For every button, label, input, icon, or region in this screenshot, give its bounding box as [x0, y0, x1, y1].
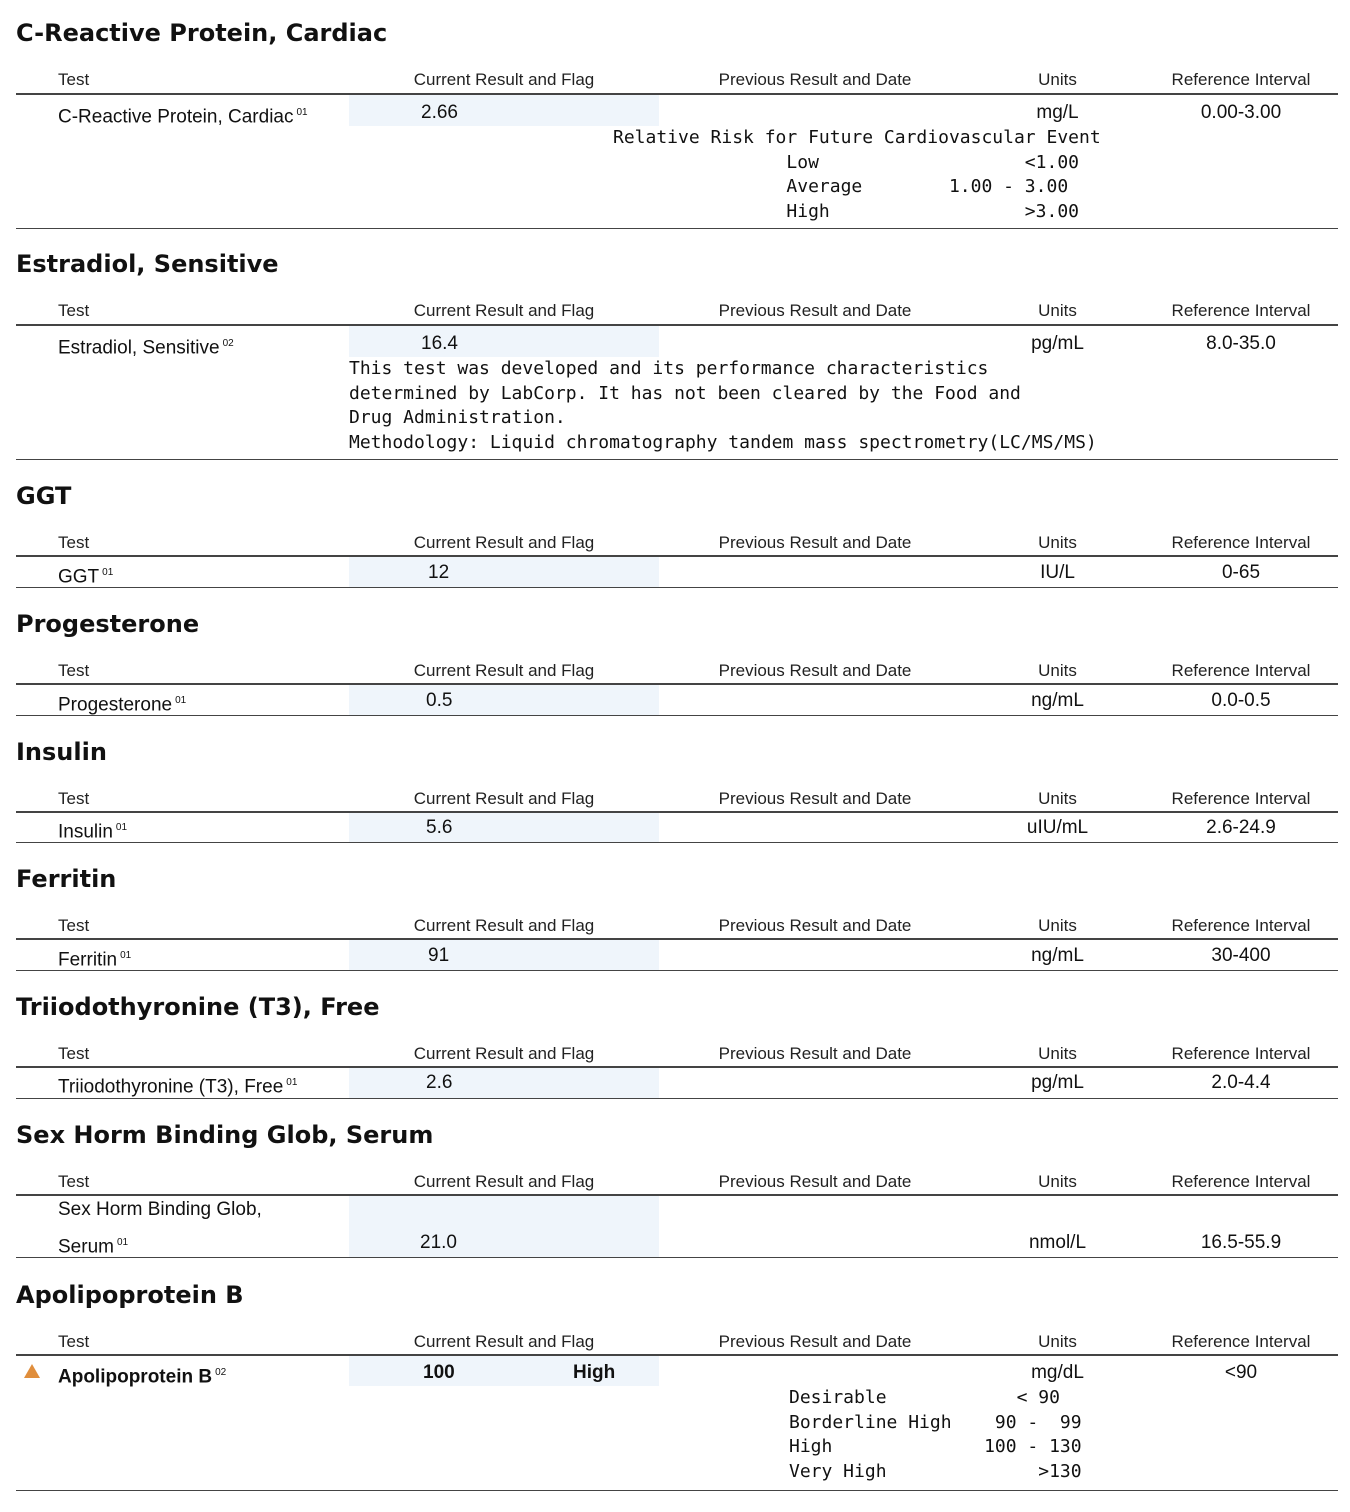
column-header-row — [16, 1328, 1338, 1356]
column-header-row — [16, 297, 1338, 325]
col-current: Current Result and Flag — [413, 1044, 595, 1063]
reference-value: 2.6-24.9 — [1206, 817, 1276, 838]
col-test: Test — [58, 916, 90, 935]
result-comment: Relative Risk for Future Cardiovascular Event Low <1.00 Average 1.00 - 3.00 High >3.00 — [613, 127, 1101, 222]
col-reference: Reference Interval — [1171, 70, 1311, 89]
col-units: Units — [1038, 70, 1077, 89]
col-test: Test — [58, 661, 90, 680]
col-reference: Reference Interval — [1171, 1332, 1311, 1351]
result-cell-bg — [349, 95, 659, 126]
header-divider — [16, 324, 1338, 326]
col-test: Test — [58, 533, 90, 552]
units-value: nmol/L — [1028, 1232, 1087, 1253]
result-value: 16.4 — [421, 333, 458, 354]
column-header-row — [16, 785, 1338, 813]
col-units: Units — [1038, 533, 1077, 552]
test-name: Apolipoprotein B $^{02}$ — [58, 1366, 227, 1388]
col-units: Units — [1038, 301, 1077, 320]
test-name: GGT $^{01}$ — [58, 566, 114, 588]
result-value: 5.6 — [426, 817, 453, 838]
column-header-row — [16, 1040, 1338, 1068]
column-header-row — [16, 1168, 1338, 1196]
test-name: Progesterone $^{01}$ — [58, 694, 187, 716]
result-value: 21.0 — [420, 1232, 457, 1253]
row-divider — [16, 970, 1338, 971]
units-value: mg/dL — [1031, 1362, 1084, 1383]
col-units: Units — [1038, 916, 1077, 935]
test-name: Triiodothyronine (T3), Free $^{01}$ — [58, 1076, 298, 1098]
reference-value: 0-65 — [1221, 562, 1261, 583]
col-units: Units — [1038, 661, 1077, 680]
col-reference: Reference Interval — [1171, 789, 1311, 808]
result-value: 12 — [428, 562, 450, 583]
result-value: 0.5 — [426, 690, 453, 711]
row-divider — [16, 715, 1338, 716]
row-divider — [16, 1098, 1338, 1099]
section-title: Apolipoprotein B — [16, 1281, 244, 1309]
header-divider — [16, 1066, 1338, 1068]
reference-value: 16.5-55.9 — [1200, 1232, 1282, 1253]
header-divider — [16, 938, 1338, 940]
result-comment: Desirable < 90 Borderline High 90 - 99 High 100 - 130 Very High >130 — [789, 1387, 1082, 1482]
col-units: Units — [1038, 789, 1077, 808]
col-units: Units — [1038, 1332, 1077, 1351]
units-value: ng/mL — [1031, 690, 1084, 711]
section-title: GGT — [16, 482, 72, 510]
col-previous: Previous Result and Date — [718, 533, 912, 552]
col-reference: Reference Interval — [1171, 301, 1311, 320]
result-cell-bg — [349, 1196, 659, 1257]
result-value: 91 — [428, 945, 450, 966]
col-reference: Reference Interval — [1171, 533, 1311, 552]
test-name-line1: Sex Horm Binding Glob, — [58, 1199, 262, 1220]
units-value: pg/mL — [1031, 333, 1084, 354]
result-comment: This test was developed and its performance characteristics determined by LabCorp. It has not been cleared by the Food and Drug Administration. Methodology: Liquid chromatography tandem mass spectrometry(LC/MS/MS) — [349, 358, 1097, 453]
section-title: Ferritin — [16, 865, 117, 893]
result-cell-bg — [349, 1068, 659, 1098]
reference-value: <90 — [1224, 1362, 1258, 1383]
section-title: Progesterone — [16, 610, 200, 638]
col-current: Current Result and Flag — [413, 70, 595, 89]
col-current: Current Result and Flag — [413, 1172, 595, 1191]
col-previous: Previous Result and Date — [718, 70, 912, 89]
col-units: Units — [1038, 1044, 1077, 1063]
section-title: Triiodothyronine (T3), Free — [16, 993, 380, 1021]
test-name: Ferritin $^{01}$ — [58, 949, 132, 971]
row-divider — [16, 842, 1338, 843]
header-divider — [16, 1194, 1338, 1196]
section-title: Sex Horm Binding Glob, Serum — [16, 1121, 434, 1149]
col-units: Units — [1038, 1172, 1077, 1191]
col-test: Test — [58, 1332, 90, 1351]
header-divider — [16, 555, 1338, 557]
row-divider — [16, 459, 1338, 460]
row-divider — [16, 1490, 1338, 1491]
reference-value: 0.00-3.00 — [1200, 102, 1282, 123]
col-reference: Reference Interval — [1171, 1044, 1311, 1063]
test-name: Insulin $^{01}$ — [58, 821, 128, 843]
result-value: 100 — [423, 1362, 455, 1383]
col-current: Current Result and Flag — [413, 789, 595, 808]
reference-value: 0.0-0.5 — [1211, 690, 1271, 711]
col-test: Test — [58, 301, 90, 320]
col-current: Current Result and Flag — [413, 533, 595, 552]
reference-value: 2.0-4.4 — [1211, 1072, 1271, 1093]
col-reference: Reference Interval — [1171, 916, 1311, 935]
header-divider — [16, 683, 1338, 685]
col-previous: Previous Result and Date — [718, 301, 912, 320]
result-value: 2.6 — [426, 1072, 453, 1093]
units-value: IU/L — [1040, 562, 1075, 583]
units-value: pg/mL — [1031, 1072, 1084, 1093]
header-divider — [16, 1354, 1338, 1356]
header-divider — [16, 811, 1338, 813]
test-name: C-Reactive Protein, Cardiac $^{01}$ — [58, 106, 308, 128]
col-test: Test — [58, 1172, 90, 1191]
section-title: Insulin — [16, 738, 107, 766]
result-cell-bg — [349, 557, 659, 587]
result-cell-bg — [349, 940, 659, 970]
units-value: uIU/mL — [1026, 817, 1089, 838]
test-name-line2: Serum $^{01}$ — [58, 1236, 129, 1258]
col-previous: Previous Result and Date — [718, 1172, 912, 1191]
col-current: Current Result and Flag — [413, 661, 595, 680]
col-current: Current Result and Flag — [413, 301, 595, 320]
row-divider — [16, 1257, 1338, 1258]
result-flag: High — [573, 1362, 616, 1383]
test-name: Estradiol, Sensitive $^{02}$ — [58, 337, 234, 359]
result-cell-bg — [349, 685, 659, 715]
warning-triangle-icon — [24, 1364, 40, 1378]
col-previous: Previous Result and Date — [718, 1332, 912, 1351]
section-title: C-Reactive Protein, Cardiac — [16, 19, 388, 47]
result-value: 2.66 — [421, 102, 458, 123]
section-title: Estradiol, Sensitive — [16, 250, 279, 278]
result-cell-bg — [349, 813, 659, 843]
column-header-row — [16, 912, 1338, 940]
column-header-row — [16, 66, 1338, 94]
col-current: Current Result and Flag — [413, 916, 595, 935]
result-cell-bg — [349, 326, 659, 357]
col-reference: Reference Interval — [1171, 661, 1311, 680]
reference-value: 30-400 — [1211, 945, 1271, 966]
reference-value: 8.0-35.0 — [1206, 333, 1276, 354]
col-previous: Previous Result and Date — [718, 789, 912, 808]
col-test: Test — [58, 70, 90, 89]
col-previous: Previous Result and Date — [718, 1044, 912, 1063]
col-previous: Previous Result and Date — [718, 661, 912, 680]
column-header-row — [16, 657, 1338, 685]
header-divider — [16, 93, 1338, 95]
col-reference: Reference Interval — [1171, 1172, 1311, 1191]
col-previous: Previous Result and Date — [718, 916, 912, 935]
row-divider — [16, 228, 1338, 229]
units-value: mg/L — [1036, 102, 1079, 123]
col-test: Test — [58, 789, 90, 808]
col-current: Current Result and Flag — [413, 1332, 595, 1351]
units-value: ng/mL — [1031, 945, 1084, 966]
col-test: Test — [58, 1044, 90, 1063]
row-divider — [16, 587, 1338, 588]
column-header-row — [16, 529, 1338, 557]
